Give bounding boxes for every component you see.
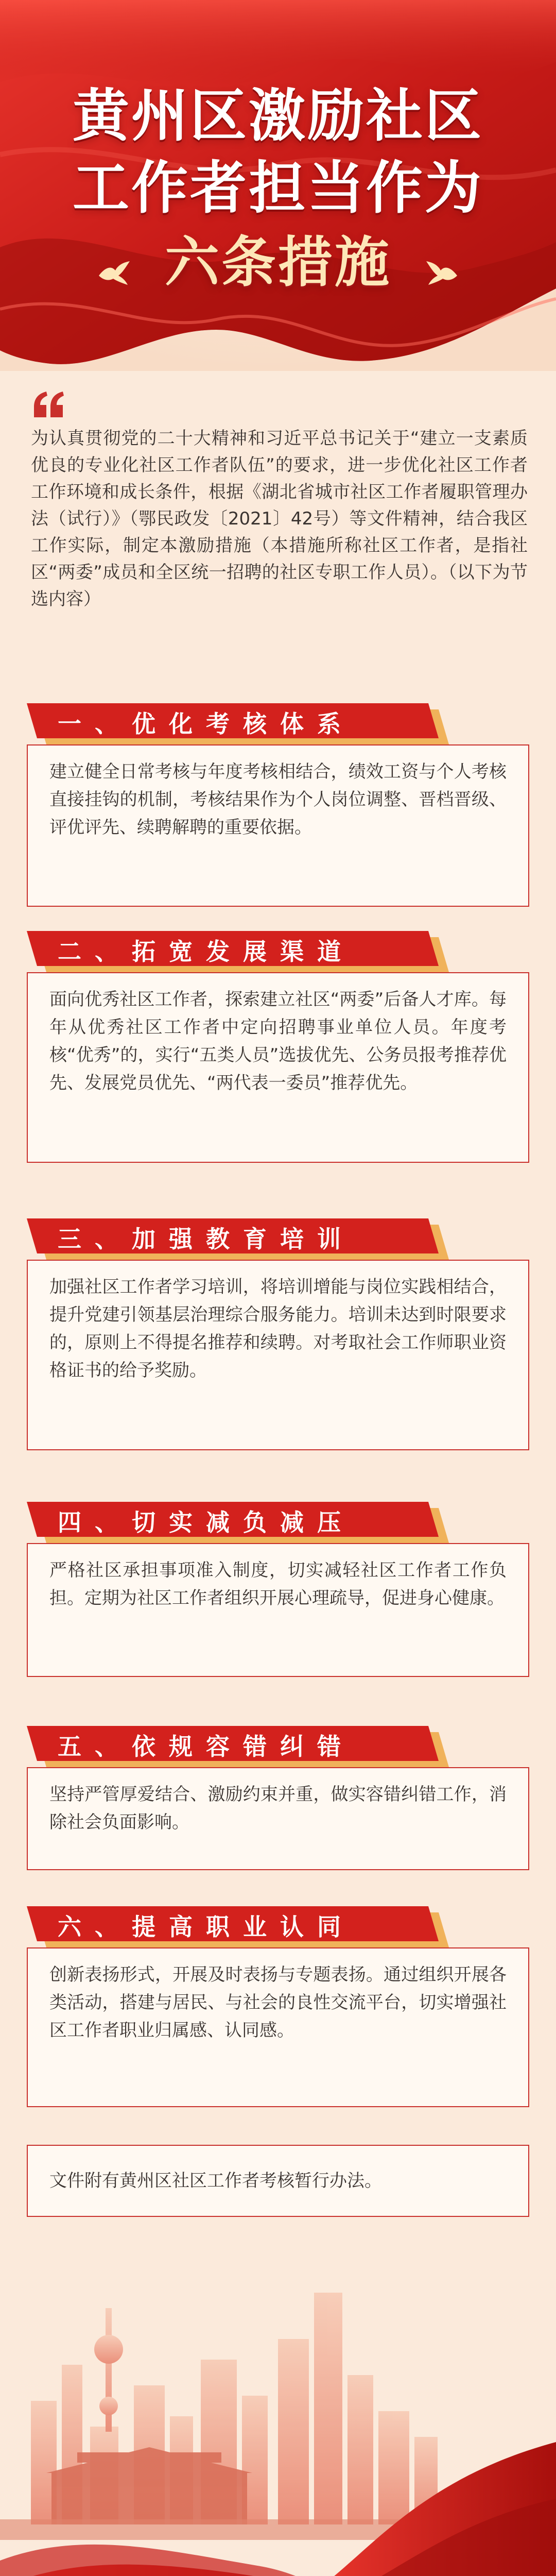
- city-skyline-illustration: [0, 2231, 556, 2576]
- section-body: 建立健全日常考核与年度考核相结合，绩效工资与个人考核直接挂钩的机制，考核结果作为个人岗位调整、晋档晋级、评优评先、续聘解聘的重要依据。: [27, 744, 529, 907]
- section-body: 面向优秀社区工作者，探索建立社区“两委”后备人才库。每年从优秀社区工作者中定向招聘事业单位人员。年度考核“优秀”的，实行“五类人员”选拔优先、公务员报考推荐优先、发展党员优先、“两代表一委员”推荐优先。: [27, 972, 529, 1163]
- section-5: [27, 1726, 529, 1833]
- header-banner: [0, 0, 556, 371]
- section-1: [27, 703, 529, 838]
- section-header: [27, 931, 449, 972]
- section-3: [27, 1218, 529, 1381]
- section-header: [27, 1726, 449, 1767]
- quote-icon: [32, 392, 65, 418]
- attachment-note: 文件附有黄州区社区工作者考核暂行办法。: [27, 2145, 529, 2217]
- page-title-line-1: 黄州区激励社区: [73, 83, 483, 149]
- intro-paragraph: 为认真贯彻党的二十大精神和习近平总书记关于“建立一支素质优良的专业化社区工作者队伍”的要求，进一步优化社区工作者工作环境和成长条件，根据《湖北省城市社区工作者履职管理办法（试行）》（鄂民政发〔2021〕42号）等文件精神，结合我区工作实际，制定本激励措施（本措施所称社区工作者，是指社区“两委”成员和全区统一招聘的社区专职工作人员）。（以下为节选内容）: [31, 428, 528, 609]
- dove-icon: [98, 260, 131, 287]
- section-body: 严格社区承担事项准入制度，切实减轻社区工作者工作负担。定期为社区工作者组织开展心理疏导，促进身心健康。: [27, 1543, 529, 1677]
- section-body: 坚持严管厚爱结合、激励约束并重，做实容错纠错工作，消除社会负面影响。: [27, 1767, 529, 1870]
- section-6: [27, 1906, 529, 2041]
- section-title: 二、拓宽发展渠道: [58, 938, 354, 965]
- section-body: 创新表扬形式，开展及时表扬与专题表扬。通过组织开展各类活动，搭建与居民、与社会的良性交流平台，切实增强社区工作者职业归属感、认同感。: [27, 1947, 529, 2107]
- section-title: 一、优化考核体系: [58, 710, 354, 738]
- section-title: 六、提高职业认同: [58, 1913, 354, 1941]
- section-header: [27, 1906, 449, 1947]
- section-title: 四、切实减负减压: [58, 1509, 354, 1536]
- section-header: [27, 703, 449, 744]
- section-2: [27, 931, 529, 1093]
- section-header: [27, 1218, 449, 1260]
- section-title: 五、依规容错纠错: [58, 1733, 354, 1760]
- section-body: 加强社区工作者学习培训，将培训增能与岗位实践相结合，提升党建引领基层治理综合服务能力。培训未达到时限要求的，原则上不得提名推荐和续聘。对考取社会工作师职业资格证书的给予奖励。: [27, 1260, 529, 1450]
- section-header: [27, 1502, 449, 1543]
- footer-illustration: [0, 2231, 556, 2576]
- page-title-line-2: 工作者担当作为: [73, 155, 483, 221]
- page-title-line-3: 六条措施: [165, 231, 391, 294]
- dove-icon: [425, 260, 458, 287]
- section-4: [27, 1502, 529, 1608]
- section-title: 三、加强教育培训: [58, 1225, 354, 1253]
